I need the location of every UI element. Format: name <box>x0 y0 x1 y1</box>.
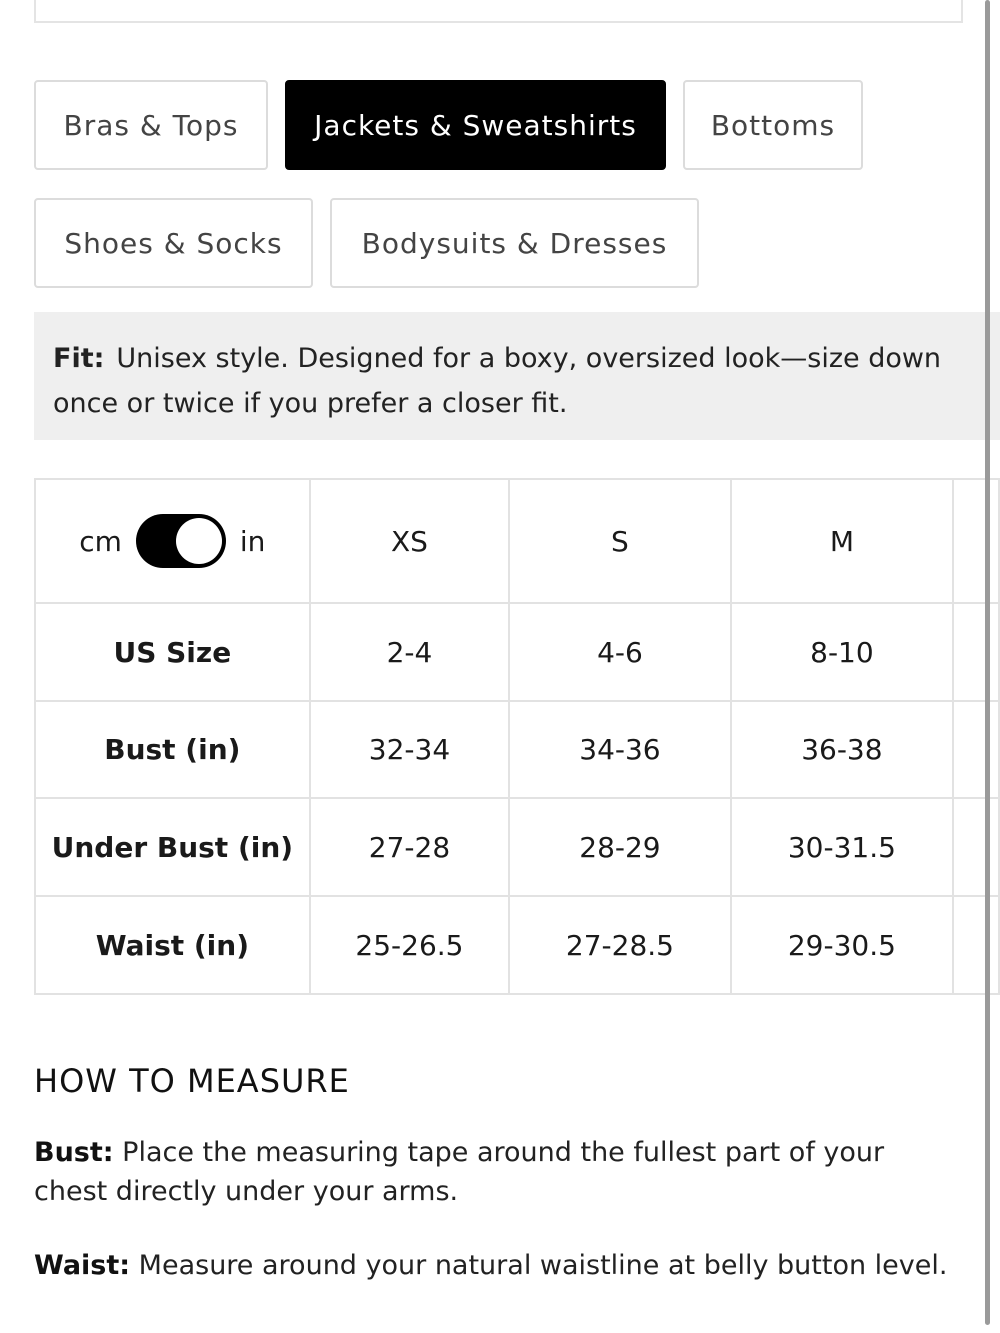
table-cell: 2-4 <box>310 603 510 701</box>
row-label-bust: Bust (in) <box>35 701 310 798</box>
table-cell: 4-6 <box>509 603 730 701</box>
how-to-measure-heading: HOW TO MEASURE <box>34 1062 350 1100</box>
table-cell: 36-38 <box>731 701 953 798</box>
measure-item-waist <box>34 1246 954 1285</box>
tab-shoes-socks[interactable]: Shoes & Socks <box>34 198 313 288</box>
table-row <box>35 798 999 896</box>
size-chart-table <box>34 478 1000 995</box>
unit-cm-label: cm <box>79 524 122 558</box>
unit-toggle-switch[interactable] <box>136 514 226 568</box>
size-column-header: S <box>509 479 730 603</box>
fit-note <box>34 312 1000 440</box>
fit-label: Fit: <box>53 343 105 374</box>
size-column-header: M <box>731 479 953 603</box>
table-cell-overflow <box>953 798 999 896</box>
row-label-us-size: US Size <box>35 603 310 701</box>
table-cell: 27-28.5 <box>509 896 730 994</box>
tab-bras-tops[interactable]: Bras & Tops <box>34 80 268 170</box>
table-cell-overflow <box>953 896 999 994</box>
table-cell: 25-26.5 <box>310 896 510 994</box>
table-cell: 32-34 <box>310 701 510 798</box>
tab-bottoms[interactable]: Bottoms <box>683 80 863 170</box>
size-column-header-overflow <box>953 479 999 603</box>
row-label-waist: Waist (in) <box>35 896 310 994</box>
toggle-knob <box>176 518 222 564</box>
table-cell: 28-29 <box>509 798 730 896</box>
table-row <box>35 603 999 701</box>
tab-jackets-sweatshirts[interactable]: Jackets & Sweatshirts <box>285 80 666 170</box>
row-label-under-bust: Under Bust (in) <box>35 798 310 896</box>
measure-text: Measure around your natural waistline at belly button level. <box>138 1250 948 1281</box>
unit-toggle-cell <box>35 479 310 603</box>
measure-item-bust <box>34 1133 954 1211</box>
table-row <box>35 896 999 994</box>
tab-bodysuits-dresses[interactable]: Bodysuits & Dresses <box>330 198 699 288</box>
measure-text: Place the measuring tape around the fullest part of your chest directly under your arms. <box>34 1137 885 1207</box>
measure-label: Waist: <box>34 1250 131 1281</box>
table-cell-overflow <box>953 603 999 701</box>
scrollbar[interactable] <box>985 0 990 1325</box>
unit-toggle <box>36 514 309 568</box>
size-column-header: XS <box>310 479 510 603</box>
top-container-edge <box>34 0 963 23</box>
fit-text: Unisex style. Designed for a boxy, oversized look—size down once or twice if you prefer a closer fit. <box>53 343 942 419</box>
size-header-row <box>35 479 999 603</box>
unit-in-label: in <box>239 524 266 558</box>
table-cell: 34-36 <box>509 701 730 798</box>
table-cell: 8-10 <box>731 603 953 701</box>
table-cell: 29-30.5 <box>731 896 953 994</box>
table-cell: 27-28 <box>310 798 510 896</box>
table-cell: 30-31.5 <box>731 798 953 896</box>
table-row <box>35 701 999 798</box>
table-cell-overflow <box>953 701 999 798</box>
measure-label: Bust: <box>34 1137 114 1168</box>
